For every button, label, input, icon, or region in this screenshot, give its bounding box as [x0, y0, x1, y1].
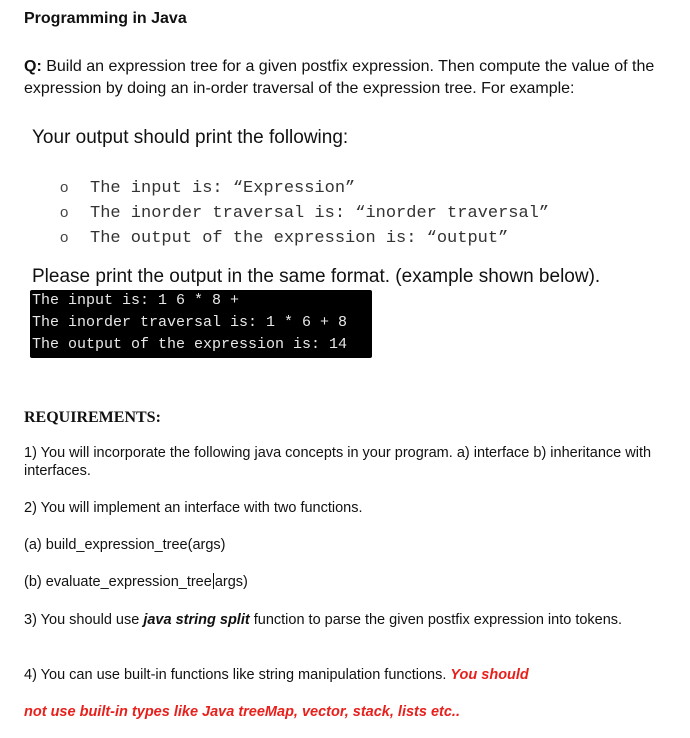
page-title: Programming in Java: [24, 10, 187, 27]
console-line: The inorder traversal is: 1 * 6 + 8: [32, 314, 348, 331]
format-note: Please print the output in the same format. (example shown below).: [32, 266, 601, 287]
requirement-4-continued: [24, 703, 664, 721]
requirement-3-end: function to parse the given postfix expression into tokens.: [249, 612, 623, 628]
bullet-text: The inorder traversal is: “inorder traversal”: [90, 204, 550, 223]
requirement-2b-start: (b) evaluate_expression_tree: [24, 574, 212, 590]
requirement-2a: (a) build_expression_tree(args): [24, 537, 226, 553]
output-format-list: [60, 176, 549, 251]
bullet-text: The input is: “Expression”: [90, 179, 356, 198]
requirement-2b-end: args): [214, 574, 248, 590]
bullet-text: The output of the expression is: “output”: [90, 229, 509, 248]
requirement-2: 2) You will implement an interface with two functions.: [24, 500, 363, 516]
console-line: The output of the expression is: 14: [32, 336, 348, 353]
list-item: [60, 226, 549, 251]
requirement-4-warning-cont: not use built-in types like Java treeMap, vector, stack, lists etc..: [24, 704, 460, 720]
question-prefix: Q:: [24, 58, 42, 75]
requirement-3-emphasis: java string split: [143, 612, 250, 628]
list-item: [60, 176, 549, 201]
list-item: [60, 201, 549, 226]
requirement-1: 1) You will incorporate the following java concepts in your program. a) interface b) inheritance with interfaces.: [24, 445, 652, 479]
bullet-marker: o: [60, 229, 69, 246]
output-intro: Your output should print the following:: [32, 127, 349, 148]
console-line: The input is: 1 6 * 8 +: [32, 292, 240, 309]
text-cursor-icon: [213, 573, 214, 589]
question-body: Build an expression tree for a given postfix expression. Then compute the value of the expression by doing an in-order traversal of the expression tree. For example:: [24, 58, 655, 97]
requirement-3: [24, 611, 664, 629]
bullet-marker: o: [60, 204, 69, 221]
requirements-heading: REQUIREMENTS:: [24, 409, 161, 426]
bullet-marker: o: [60, 179, 69, 196]
requirement-4-warning: You should: [450, 667, 529, 683]
requirement-3-start: 3) You should use: [24, 612, 144, 628]
requirement-4-start: 4) You can use built-in functions like string manipulation functions.: [24, 667, 451, 683]
console-output: [30, 290, 372, 358]
requirement-4: [24, 666, 664, 684]
requirement-2b: [24, 573, 664, 591]
question-text: [24, 56, 664, 100]
